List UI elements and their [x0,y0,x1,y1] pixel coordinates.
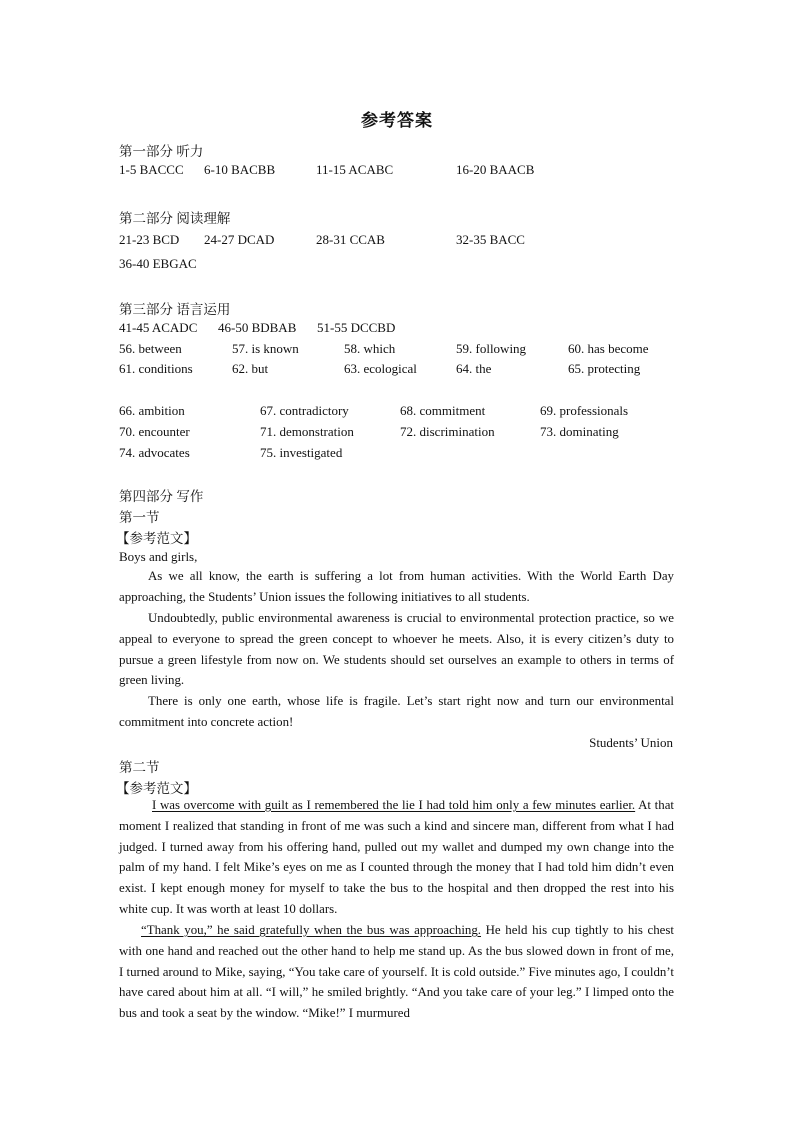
grammar-answer: 56. between [119,341,182,356]
paragraph-body: At that moment I realized that standing in front of me was such a kind and sincere man, different from what I had judged. I turned away from his offering hand, pulled out my wallet and dumped my own change into the palm of my hand. I felt Mike’s eyes on me as I counted through the money that I had told him didn’t even exist. I kept enough money for myself to take the bus to the hospital and then dropped the rest into his white cup. It was worth at least 10 dollars. [119,798,674,916]
continuation-paragraph [119,920,674,1024]
grammar-answer: 63. ecological [344,361,417,376]
vocab-answer: 66. ambition [119,403,185,418]
answer-group: 32-35 BACC [456,232,525,247]
section2-label: 第二节 [119,760,160,775]
essay-signature: Students’ Union [589,735,673,750]
grammar-answer: 57. is known [232,341,299,356]
underlined-opening-sentence: I was overcome with guilt as I remembered the lie I had told him only a few minutes earlier. [152,798,636,812]
vocab-answer: 72. discrimination [400,424,495,439]
answer-group: 16-20 BAACB [456,162,535,177]
paragraph-body: He held his cup tightly to his chest with one hand and reached out the other hand to help me stand up. As the bus slowed down in front of me, I turned around to Mike, saying, “You take care of yourself. It is cold outside.” Five minutes ago, I couldn’t have cared about him at all. “I will,” he smiled brightly. “And you take care of your leg.” I limped onto the bus and took a seat by the window. “Mike!” I murmured [119,923,674,1021]
grammar-answer: 64. the [456,361,492,376]
answer-group: 6-10 BACBB [204,162,276,177]
answer-group: 41-45 ACADC [119,320,198,335]
essay-greeting: Boys and girls, [119,549,198,564]
vocab-answer: 68. commitment [400,403,486,418]
sample-essay-label: 【参考范文】 [116,781,197,796]
continuation-paragraph [119,795,674,920]
part2-heading: 第二部分 阅读理解 [119,211,231,226]
vocab-answer: 74. advocates [119,445,190,460]
underlined-opening-sentence: “Thank you,” he said gratefully when the bus was approaching. [141,923,482,937]
vocab-answer: 69. professionals [540,403,629,418]
part3-heading: 第三部分 语言运用 [119,302,231,317]
answer-group: 51-55 DCCBD [317,320,396,335]
answer-group: 11-15 ACABC [316,162,394,177]
page-title: 参考答案 [361,111,433,130]
vocab-answer: 71. demonstration [260,424,354,439]
vocab-answer: 75. investigated [260,445,343,460]
grammar-answer: 61. conditions [119,361,193,376]
answer-group: 21-23 BCD [119,232,180,247]
grammar-answer: 65. protecting [568,361,641,376]
answer-group: 28-31 CCAB [316,232,385,247]
vocab-answer: 70. encounter [119,424,190,439]
answer-group: 24-27 DCAD [204,232,275,247]
answer-group: 1-5 BACCC [119,162,184,177]
essay-paragraph: Undoubtedly, public environmental awareness is crucial to environmental protection practice, so we appeal to everyone to spread the green concept to whoever he meets. Also, it is every citizen’s duty to pursue a green lifestyle from now on. We students should set ourselves an example to others in terms of green living. [119,611,674,688]
essay-paragraph: There is only one earth, whose life is fragile. Let’s start right now and turn our environmental commitment into concrete action! [119,694,674,729]
vocab-answer: 67. contradictory [260,403,349,418]
sample-essay-label: 【参考范文】 [116,531,197,546]
grammar-answer: 59. following [456,341,527,356]
part1-heading: 第一部分 听力 [119,144,204,159]
grammar-answer: 60. has become [568,341,649,356]
grammar-answer: 58. which [344,341,396,356]
essay-paragraph: As we all know, the earth is suffering a lot from human activities. With the World Earth Day approaching, the Students’ Union issues the following initiatives to all students. [119,569,674,604]
part4-heading: 第四部分 写作 [119,489,204,504]
section1-label: 第一节 [119,510,160,525]
answer-group: 46-50 BDBAB [218,320,297,335]
grammar-answer: 62. but [232,361,269,376]
answer-group: 36-40 EBGAC [119,256,197,271]
vocab-answer: 73. dominating [540,424,619,439]
